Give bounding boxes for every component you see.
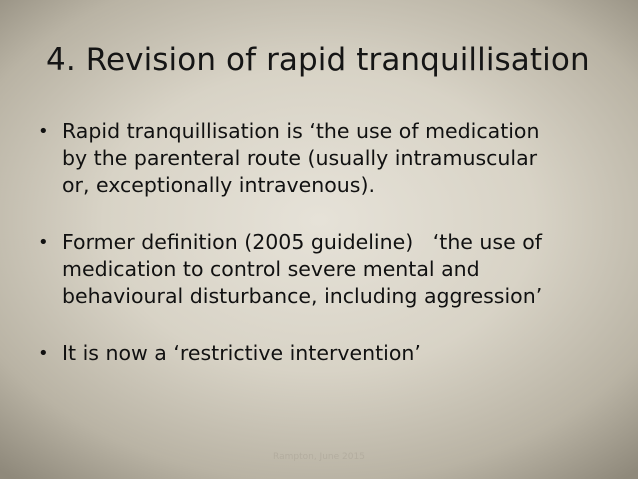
bullet-icon: •	[38, 343, 49, 364]
bullet-text-line: Former definition (2005 guideline) ‘the use of	[62, 230, 542, 254]
bullet-text-line: It is now a ‘restrictive intervention’	[62, 341, 421, 365]
bullet-item-rapid-tranquillisation	[38, 118, 618, 199]
bullet-text-line: or, exceptionally intravenous).	[62, 173, 375, 197]
bullet-list	[38, 118, 618, 367]
bullet-icon: •	[38, 232, 49, 253]
bullet-item-former-definition	[38, 229, 618, 310]
bullet-text-line: by the parenteral route (usually intramuscular	[62, 146, 538, 170]
bullet-text-line: medication to control severe mental and	[62, 257, 480, 281]
bullet-icon: •	[38, 121, 49, 142]
bullet-item-restrictive-intervention	[38, 340, 618, 367]
slide-title: 4. Revision of rapid tranquillisation	[46, 42, 590, 78]
slide-footer: Rampton, June 2015	[273, 452, 365, 462]
bullet-text-line: behavioural disturbance, including aggression’	[62, 284, 543, 308]
bullet-text-line: Rapid tranquillisation is ‘the use of medication	[62, 119, 540, 143]
